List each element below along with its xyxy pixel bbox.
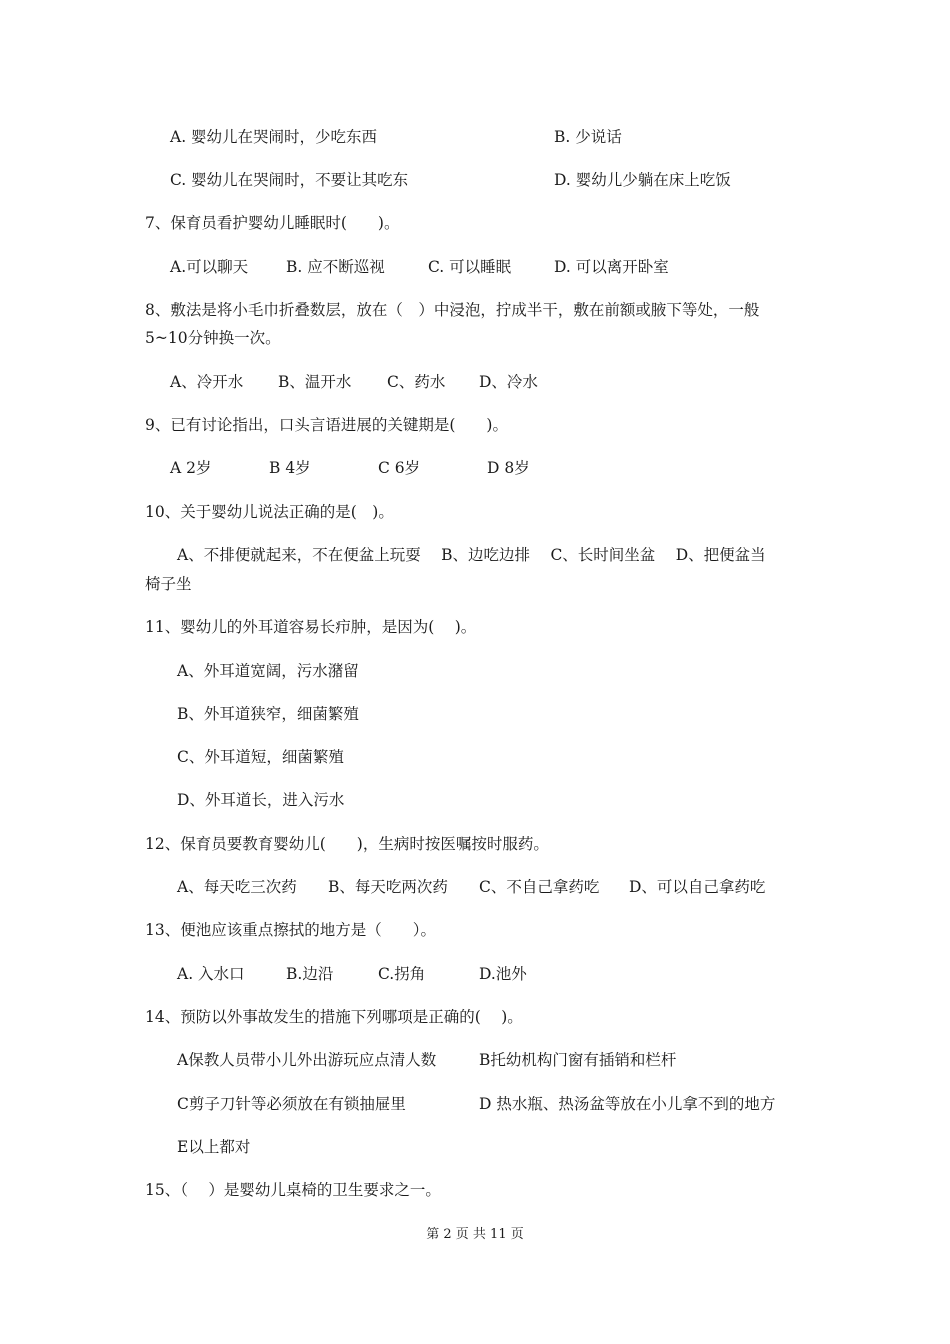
q10-stem: 10、关于婴幼儿说法正确的是( )。 xyxy=(145,503,394,521)
q11-option-a: A、外耳道宽阔，污水潴留 xyxy=(177,662,359,680)
q11-stem: 11、婴幼儿的外耳道容易长疖肿，是因为( )。 xyxy=(145,618,477,636)
q12-stem: 12、保育员要教育婴幼儿( )，生病时按医嘱按时服药。 xyxy=(145,835,549,853)
q6-option-c: C. 婴幼儿在哭闹时，不要让其吃东 xyxy=(170,171,409,189)
q13-option-a: A. 入水口 xyxy=(177,965,245,983)
q14-option-b: B托幼机构门窗有插销和栏杆 xyxy=(479,1051,677,1069)
q13-option-c: C.拐角 xyxy=(378,965,426,983)
q10-options-line2: 椅子坐 xyxy=(145,575,192,593)
q14-stem: 14、预防以外事故发生的措施下列哪项是正确的( )。 xyxy=(145,1008,523,1026)
q13-option-d: D.池外 xyxy=(479,965,527,983)
q11-option-b: B、外耳道狭窄，细菌繁殖 xyxy=(177,705,359,723)
q8-stem-line2: 5~10分钟换一次。 xyxy=(145,329,281,347)
q6-option-a: A. 婴幼儿在哭闹时，少吃东西 xyxy=(170,128,378,146)
q9-option-d: D 8岁 xyxy=(487,459,530,477)
q9-stem: 9、已有讨论指出，口头言语进展的关键期是( )。 xyxy=(145,416,508,434)
q7-option-c: C. 可以睡眠 xyxy=(428,258,512,276)
q8-stem-line1: 8、敷法是将小毛巾折叠数层，放在（ ）中浸泡，拧成半干，敷在前额或腋下等处，一般 xyxy=(145,301,760,319)
q9-option-c: C 6岁 xyxy=(378,459,421,477)
q11-option-d: D、外耳道长，进入污水 xyxy=(177,791,345,809)
q10-options-line1: A、不排便就起来，不在便盆上玩耍 B、边吃边排 C、长时间坐盆 D、把便盆当 xyxy=(177,546,766,564)
q12-option-d: D、可以自己拿药吃 xyxy=(629,878,766,896)
q8-option-b: B、温开水 xyxy=(278,373,352,391)
q14-option-e: E以上都对 xyxy=(177,1138,251,1156)
q14-option-a: A保教人员带小儿外出游玩应点清人数 xyxy=(177,1051,437,1069)
q9-option-a: A 2岁 xyxy=(170,459,212,477)
q7-option-b: B. 应不断巡视 xyxy=(286,258,385,276)
q15-stem: 15、（ ）是婴幼儿桌椅的卫生要求之一。 xyxy=(145,1181,441,1199)
q8-option-d: D、冷水 xyxy=(479,373,538,391)
q11-option-c: C、外耳道短，细菌繁殖 xyxy=(177,748,344,766)
q13-option-b: B.边沿 xyxy=(286,965,334,983)
q13-stem: 13、便池应该重点擦拭的地方是（ ）。 xyxy=(145,921,436,939)
q6-option-d: D. 婴幼儿少躺在床上吃饭 xyxy=(554,171,731,189)
q7-option-a: A.可以聊天 xyxy=(170,258,249,276)
q14-option-c: C剪子刀针等必须放在有锁抽屉里 xyxy=(177,1095,406,1113)
q8-option-a: A、冷开水 xyxy=(170,373,244,391)
q7-stem: 7、保育员看护婴幼儿睡眠时( )。 xyxy=(145,214,400,232)
q8-option-c: C、药水 xyxy=(387,373,446,391)
q6-option-b: B. 少说话 xyxy=(554,128,622,146)
q12-option-b: B、每天吃两次药 xyxy=(328,878,448,896)
q12-option-c: C、不自己拿药吃 xyxy=(479,878,600,896)
q7-option-d: D. 可以离开卧室 xyxy=(554,258,669,276)
page-number-footer: 第 2 页 共 11 页 xyxy=(426,1227,524,1242)
q14-option-d: D 热水瓶、热汤盆等放在小儿拿不到的地方 xyxy=(479,1095,776,1113)
q9-option-b: B 4岁 xyxy=(269,459,311,477)
q12-option-a: A、每天吃三次药 xyxy=(177,878,297,896)
